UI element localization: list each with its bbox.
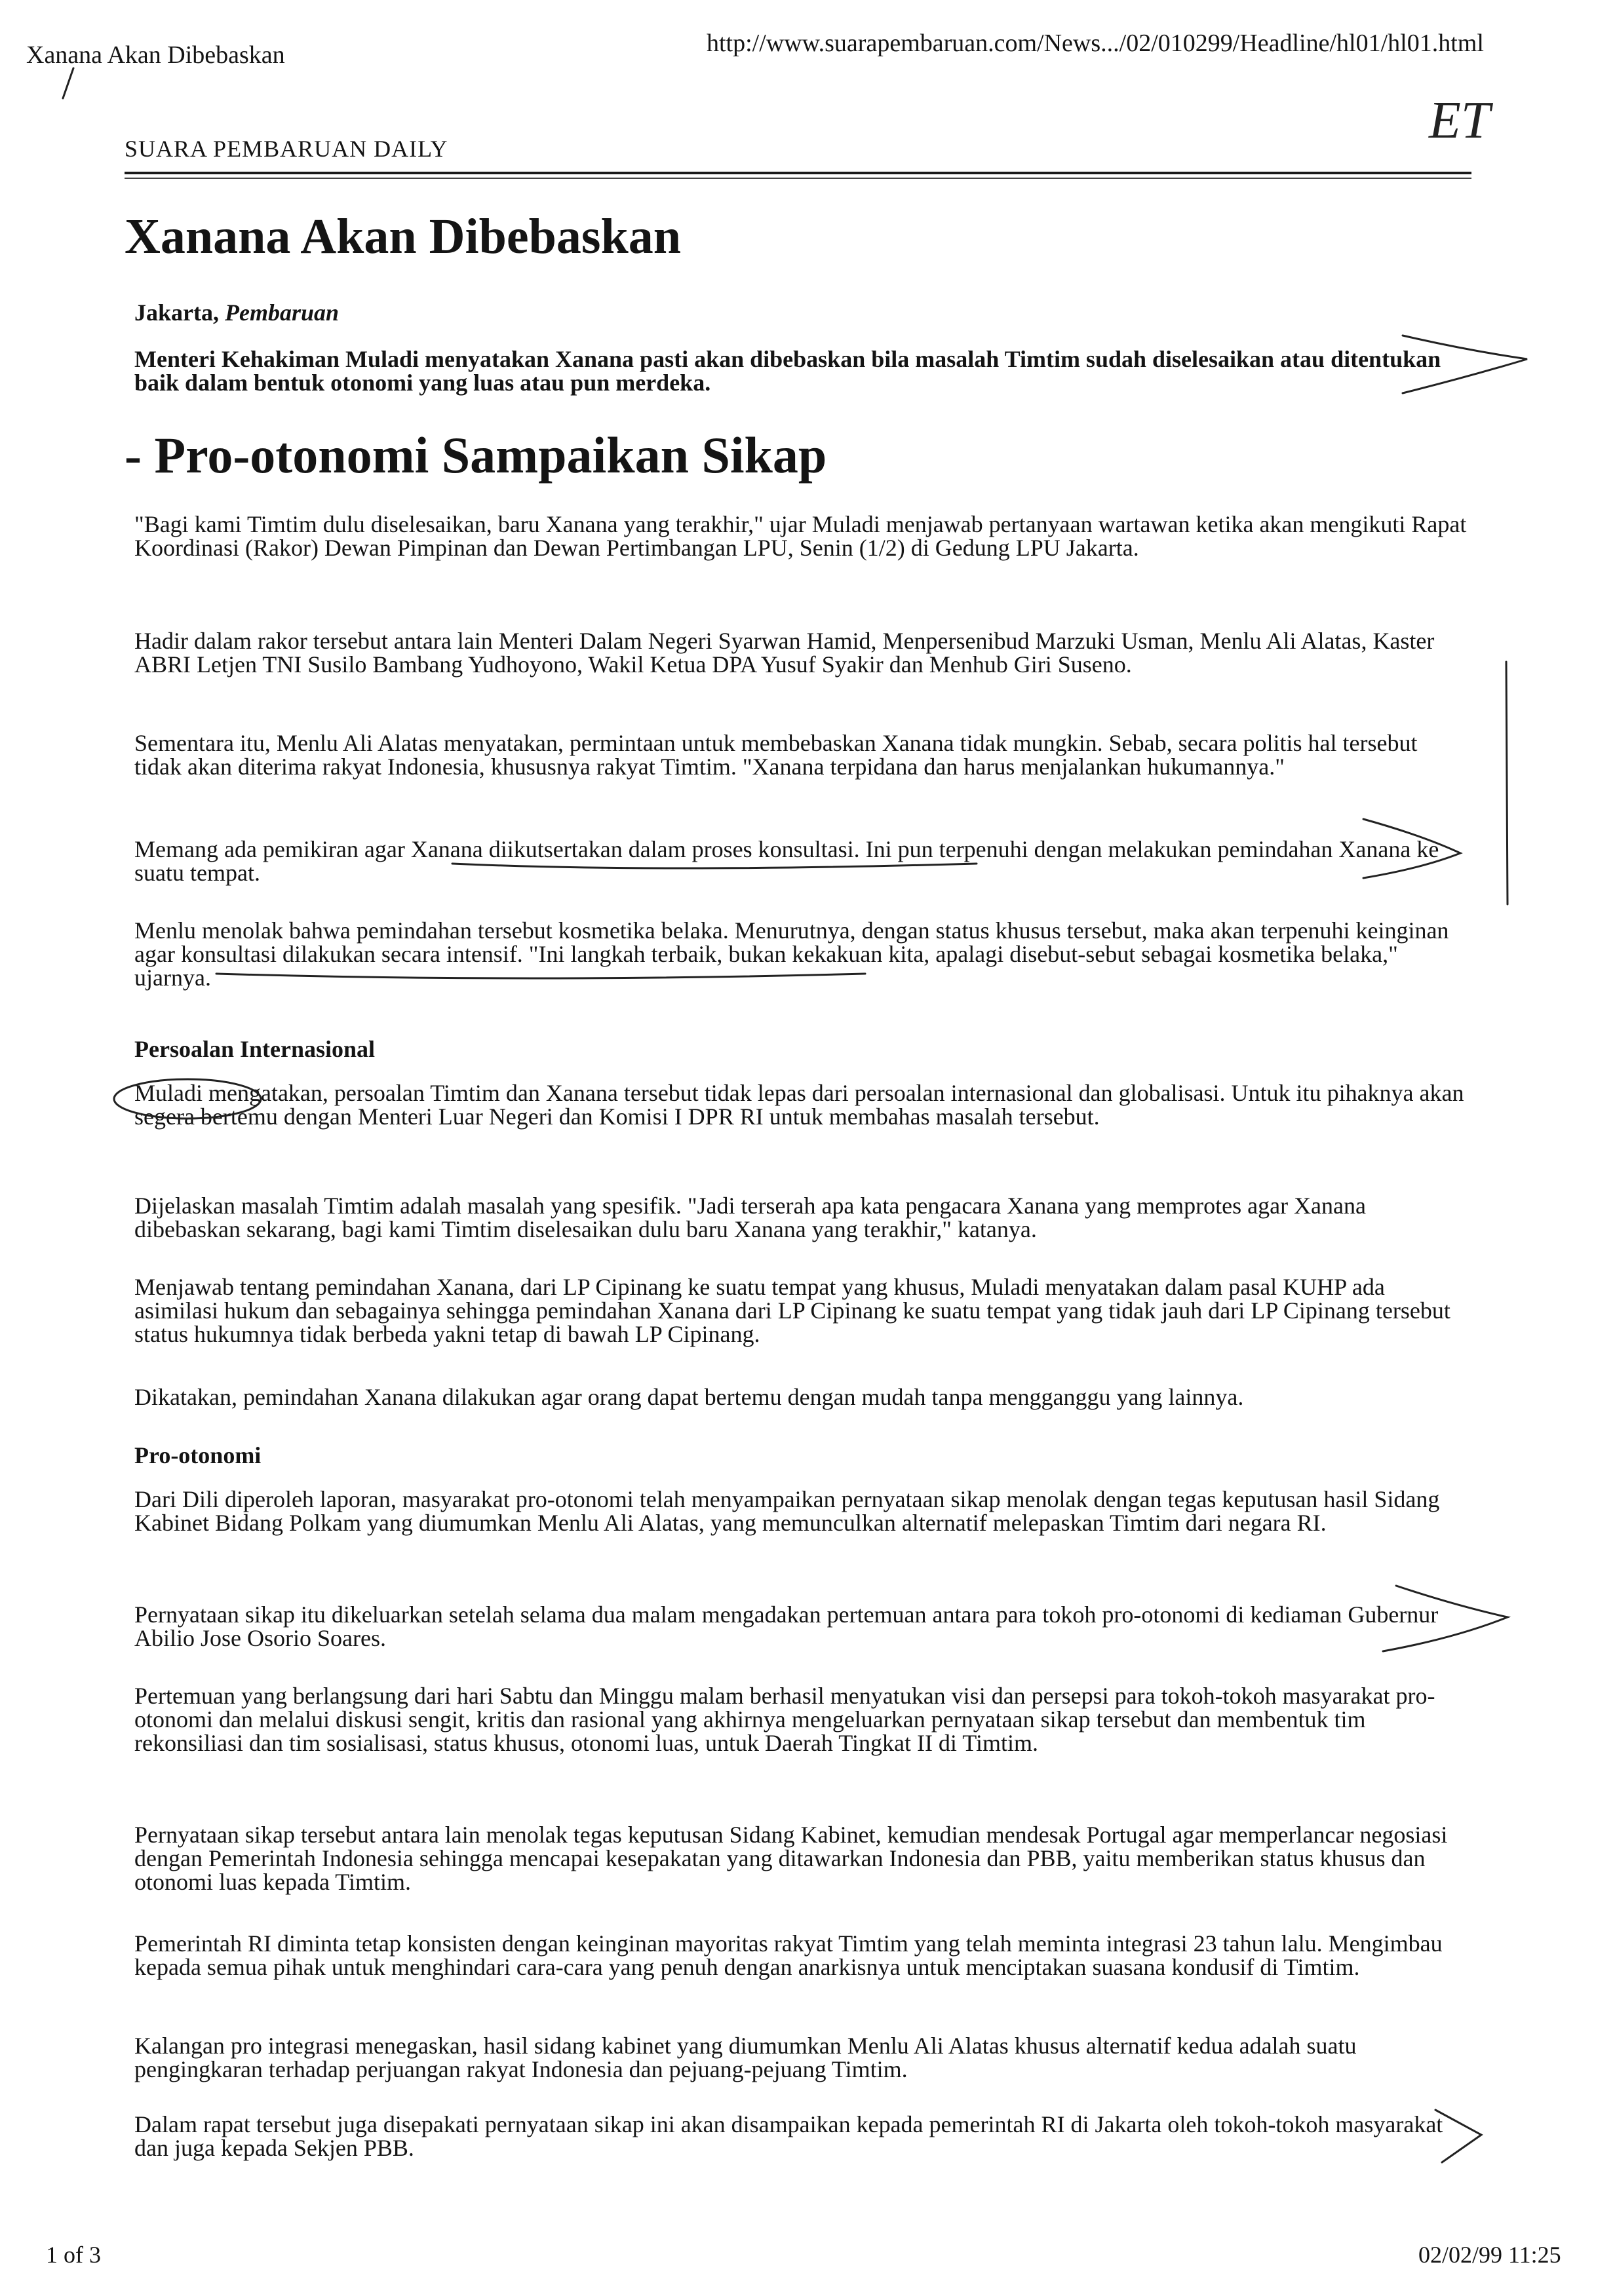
footer-page-number: 1 of 3 (46, 2242, 101, 2268)
header-page-title: Xanana Akan Dibebaskan (26, 41, 285, 69)
body-paragraph: Pernyataan sikap tersebut antara lain menolak tegas keputusan Sidang Kabinet, kemudian mendesak Portugal agar memperlancar negosiasi dengan Pemerintah Indonesia sehingga mencapai kesepakatan yang ditawarkan Indonesia dan PBB, yaitu memberikan status khusus dan otonomi luas kepada Timtim. (134, 1822, 1448, 1895)
handwritten-slash (63, 68, 73, 98)
handwritten-circle (114, 1079, 261, 1119)
body-paragraph: Muladi mengatakan, persoalan Timtim dan Xanana tersebut tidak lepas dari persoalan internasional dan globalisasi. Untuk itu pihaknya akan segera bertemu dengan Menteri Luar Negeri dan Komisi I DPR RI untuk membahas masalah tersebut. (134, 1080, 1464, 1130)
body-paragraph: Pernyataan sikap itu dikeluarkan setelah selama dua malam mengadakan pertemuan antara para tokoh pro-otonomi di kediaman Gubernur Abilio Jose Osorio Soares. (134, 1601, 1439, 1651)
body-paragraph: Menlu menolak bahwa pemindahan tersebut kosmetika belaka. Menurutnya, dengan status khusus tersebut, maka akan terpenuhi keinginan agar konsultasi dilakukan secara intensif. "Ini langkah terbaik, bukan kekakuan kita, apalagi disebut-sebut sebagai kosmetika belaka," ujarnya. (134, 917, 1449, 991)
publication-name: SUARA PEMBARUAN DAILY (125, 136, 448, 162)
body-paragraph: Memang ada pemikiran agar Xanana diikutsertakan dalam proses konsultasi. Ini pun terpenuhi dengan melakukan pemindahan Xanana ke suatu tempat. (134, 836, 1439, 886)
body-paragraph: Pemerintah RI diminta tetap konsisten dengan keinginan mayoritas rakyat Timtim yang telah meminta integrasi 23 tahun lalu. Mengimbau kepada semua pihak untuk menghindari cara-cara yang penuh dengan anarkisnya untuk menciptakan suasana kondusif di Timtim. (134, 1930, 1443, 1980)
handwritten-underline (452, 864, 977, 868)
footer-datetime: 02/02/99 11:25 (1418, 2242, 1561, 2268)
body-paragraph: Dari Dili diperoleh laporan, masyarakat pro-otonomi telah menyampaikan pernyataan sikap menolak dengan tegas keputusan hasil Sidang Kabinet Bidang Polkam yang diumumkan Menlu Ali Alatas, yang memunculkan alternatif melepaskan Timtim dari negara RI. (134, 1486, 1440, 1536)
subheading: Persoalan Internasional (134, 1036, 376, 1062)
lead-paragraph: Menteri Kehakiman Muladi menyatakan Xanana pasti akan dibebaskan bila masalah Timtim sudah diselesaikan atau ditentukan baik dalam bentuk otonomi yang luas atau pun merdeka. (134, 346, 1441, 396)
body-paragraph: "Bagi kami Timtim dulu diselesaikan, baru Xanana yang terakhir," ujar Muladi menjawab pertanyaan wartawan ketika akan mengikuti Rapat Koordinasi (Rakor) Dewan Pimpinan dan Dewan Pertimbangan LPU, Senin (1/2) di Gedung LPU Jakarta. (134, 511, 1467, 561)
handwritten-arrow (1363, 819, 1460, 878)
dateline-city: Jakarta, (134, 299, 219, 326)
handwritten-arrow (1435, 2110, 1481, 2162)
body-paragraph: Dijelaskan masalah Timtim adalah masalah yang spesifik. "Jadi terserah apa kata pengacara Xanana yang memprotes agar Xanana dibebaskan sekarang, bagi kami Timtim diselesaikan dulu baru Xanana yang terakhir," katanya. (134, 1193, 1366, 1242)
handwritten-underline (216, 974, 865, 978)
handwritten-arrow (1383, 1586, 1508, 1651)
body-paragraph: Dikatakan, pemindahan Xanana dilakukan agar orang dapat bertemu dengan mudah tanpa mengganggu yang lainnya. (134, 1384, 1244, 1410)
body-paragraph: Pertemuan yang berlangsung dari hari Sabtu dan Minggu malam berhasil menyatukan visi dan persepsi para tokoh-tokoh masyarakat pro-otonomi dan melalui diskusi sengit, kritis dan rasional yang akhirnya mengeluarkan pernyataan sikap tersebut dan membentuk tim rekonsiliasi dan tim sosialisasi, status khusus, otonomi luas, untuk Daerah Tingkat II di Timtim. (134, 1683, 1435, 1756)
body-paragraph: Menjawab tentang pemindahan Xanana, dari LP Cipinang ke suatu tempat yang khusus, Muladi menyatakan dalam pasal KUHP ada asimilasi hukum dan sebagainya sehingga pemindahan Xanana dari LP Cipinang ke suatu tempat yang tidak jauh dari LP Cipinang tersebut status hukumnya tidak berbeda yakni tetap di bawah LP Cipinang. (134, 1274, 1450, 1347)
handwritten-et-mark: ET (1429, 92, 1490, 149)
body-paragraph: Hadir dalam rakor tersebut antara lain Menteri Dalam Negeri Syarwan Hamid, Menpersenibud Marzuki Usman, Menlu Ali Alatas, Kaster ABRI Letjen TNI Susilo Bambang Yudhoyono, Wakil Ketua DPA Yusuf Syakir dan Menhub Giri Suseno. (134, 628, 1435, 678)
dateline-source: Pembaruan (225, 299, 340, 326)
article-title: Xanana Akan Dibebaskan (125, 209, 682, 264)
body-paragraph: Kalangan pro integrasi menegaskan, hasil sidang kabinet yang diumumkan Menlu Ali Alatas khusus alternatif kedua adalah suatu pengingkaran terhadap perjuangan rakyat Indonesia dan pejuang-pejuang Timtim. (134, 2033, 1357, 2082)
header-url: http://www.suarapembaruan.com/News.../02/010299/Headline/hl01/hl01.html (707, 29, 1484, 57)
body-paragraph: Sementara itu, Menlu Ali Alatas menyatakan, permintaan untuk membebaskan Xanana tidak mungkin. Sebab, secara politis hal tersebut tidak akan diterima rakyat Indonesia, khususnya rakyat Timtim. "Xanana terpidana dan harus menjalankan hukumannya." (134, 730, 1418, 780)
handwritten-margin-line (1506, 662, 1508, 904)
subheading: Pro-otonomi (134, 1442, 262, 1468)
body-paragraph: Dalam rapat tersebut juga disepakati pernyataan sikap ini akan disampaikan kepada pemerintah RI di Jakarta oleh tokoh-tokoh masyarakat dan juga kepada Sekjen PBB. (134, 2111, 1443, 2161)
article-subtitle: - Pro-otonomi Sampaikan Sikap (125, 427, 827, 484)
handwritten-arrow (1403, 335, 1527, 393)
